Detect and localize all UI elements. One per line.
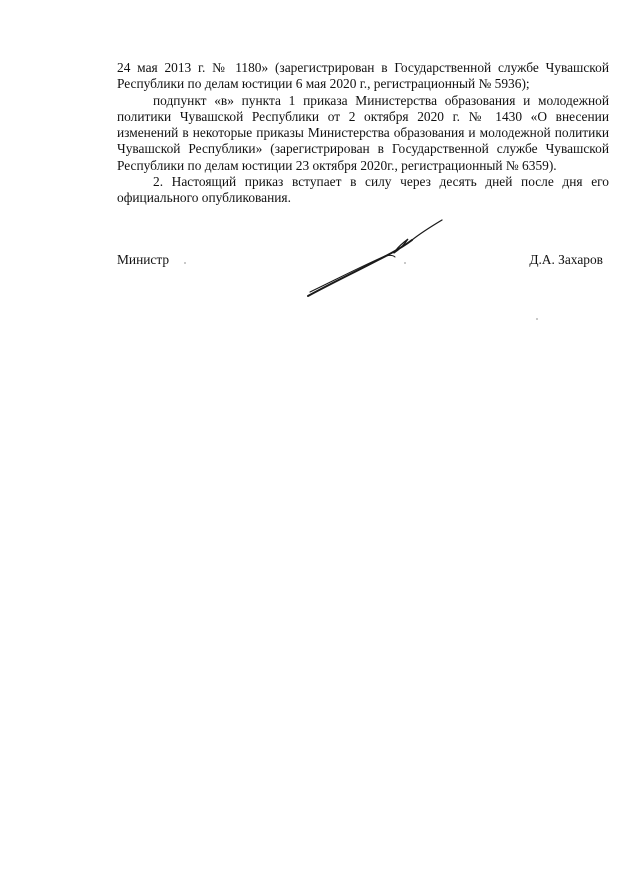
document-body: [117, 60, 609, 207]
scan-speck: [404, 262, 406, 264]
handwritten-signature: [300, 212, 450, 302]
scan-speck: [536, 318, 538, 320]
signer-title: Министр: [117, 252, 170, 267]
signer-name: Д.А. Захаров: [529, 252, 603, 267]
paragraph-continuation: 24 мая 2013 г. № 1180» (зарегистрирован в Государственной службе Чувашской Республики по делам юстиции 6 мая 2020 г., регистрационный № 5936);: [117, 60, 609, 92]
paragraph-subpoint: подпункт «в» пункта 1 приказа Министерства образования и молодежной политики Чувашской Республики от 2 октября 2020 г. № 1430 «О внесении изменений в некоторые приказы Министерства образования и молодежной политики Чувашской Республики» (зарегистрирован в Государственной службе Чувашской Республики по делам юстиции 23 октября 2020г., регистрационный № 6359).: [117, 92, 609, 173]
paragraph-effective-date: 2. Настоящий приказ вступает в силу через десять дней после дня его официального опубликования.: [117, 174, 609, 206]
scan-speck: [184, 262, 186, 264]
